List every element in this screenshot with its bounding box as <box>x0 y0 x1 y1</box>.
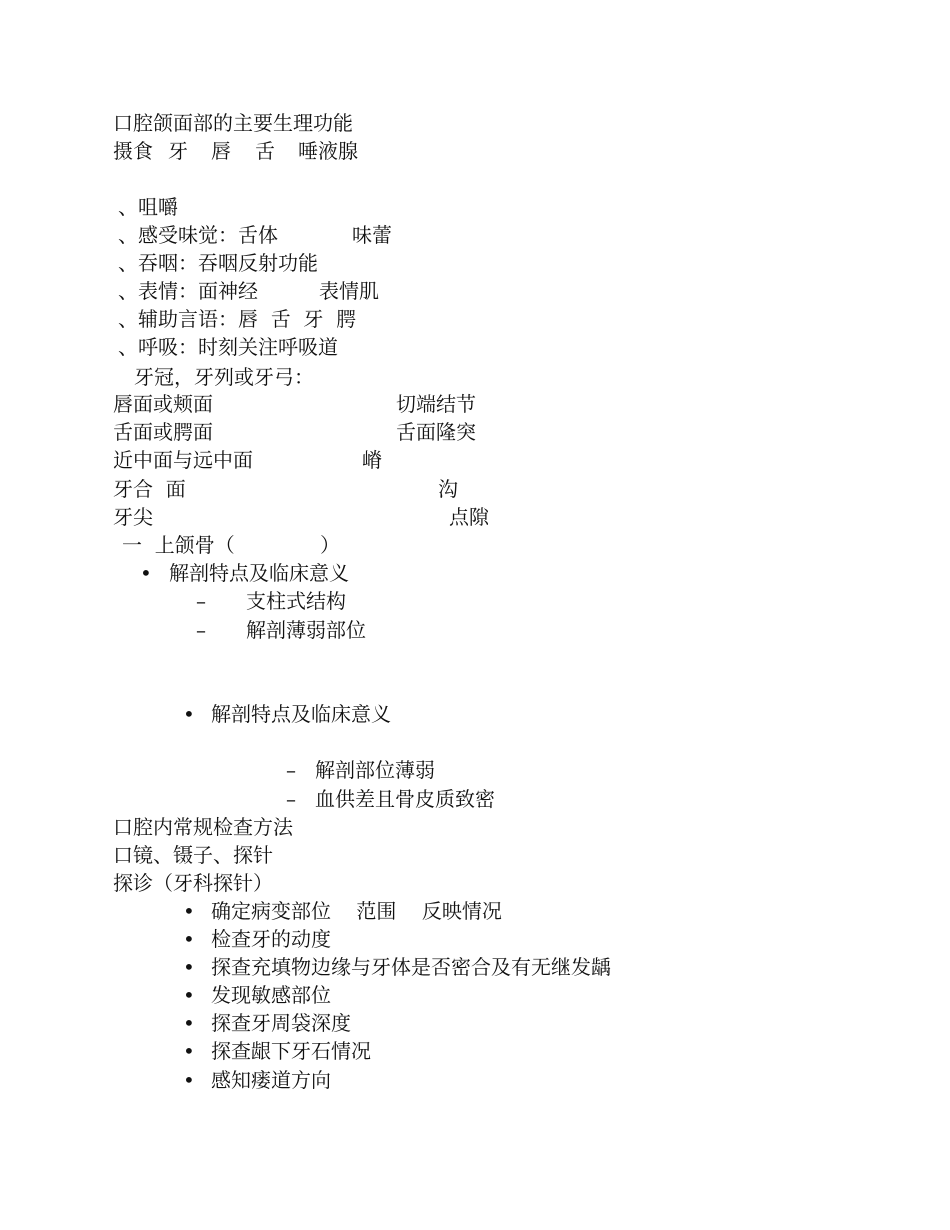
bullet-icon: • <box>140 561 152 585</box>
function-swallowing: 、吞咽：吞咽反射功能 <box>118 251 318 275</box>
bullet-icon: • <box>183 899 195 923</box>
exam-tools: 口镜、镊子、探针 <box>113 843 273 867</box>
intake-item-salivary-gland: 唾液腺 <box>298 139 358 163</box>
bullet-icon: • <box>183 927 195 951</box>
bullet-icon: • <box>183 1068 195 1092</box>
tooth-feature-pit: 点隙 <box>449 505 489 529</box>
mandible-sub-weak: 解剖部位薄弱 <box>315 758 435 782</box>
maxilla-title-close: ） <box>320 533 340 557</box>
probe-item: 探查牙周袋深度 <box>211 1011 351 1035</box>
maxilla-sub-weak: 解剖薄弱部位 <box>246 618 366 642</box>
mandible-bullet: 解剖特点及临床意义 <box>211 702 391 726</box>
tooth-surface-lingual: 舌面或腭面 <box>113 420 213 444</box>
intake-item-lips: 唇 <box>211 139 231 163</box>
function-taste: 、感受味觉：舌体 <box>118 223 278 247</box>
tooth-surface-proximal: 近中面与远中面 <box>113 448 253 472</box>
tooth-feature-incisal-tubercle: 切端结节 <box>396 392 476 416</box>
function-speech: 、辅助言语：唇 舌 牙 腭 <box>118 307 357 331</box>
probe-item: 检查牙的动度 <box>211 927 331 951</box>
exam-heading: 口腔内常规检查方法 <box>113 815 293 839</box>
heading-physiological-function: 口腔颌面部的主要生理功能 <box>113 111 353 135</box>
bullet-icon: • <box>183 1011 195 1035</box>
teeth-heading: 牙冠，牙列或牙弓： <box>134 365 314 389</box>
bullet-icon: • <box>183 702 195 726</box>
bullet-icon: • <box>183 955 195 979</box>
intake-item-tongue: 舌 <box>255 139 275 163</box>
maxilla-sub-pillar: 支柱式结构 <box>246 589 346 613</box>
maxilla-title: 一 上颌骨（ <box>122 533 235 557</box>
function-expression-extra: 表情肌 <box>319 279 379 303</box>
function-breathing: 、呼吸：时刻关注呼吸道 <box>118 335 338 359</box>
dash-icon: – <box>286 787 296 811</box>
tooth-feature-cusp: 牙尖 <box>113 505 153 529</box>
bullet-icon: • <box>183 1039 195 1063</box>
bullet-icon: • <box>183 983 195 1007</box>
probe-item: 探查龈下牙石情况 <box>211 1039 371 1063</box>
dash-icon: – <box>286 758 296 782</box>
dash-icon: – <box>196 618 206 642</box>
intake-label: 摄食 <box>113 139 153 163</box>
tooth-feature-cingulum: 舌面隆突 <box>396 420 476 444</box>
mandible-sub-blood: 血供差且骨皮质致密 <box>315 787 495 811</box>
probe-heading: 探诊（牙科探针） <box>113 871 273 895</box>
probe-item: 感知瘘道方向 <box>211 1068 331 1092</box>
probe-item: 发现敏感部位 <box>211 983 331 1007</box>
function-expression: 、表情：面神经 <box>118 279 258 303</box>
dash-icon: – <box>196 589 206 613</box>
tooth-feature-groove: 沟 <box>438 477 458 501</box>
probe-item: 确定病变部位 范围 反映情况 <box>211 899 502 923</box>
function-taste-extra: 味蕾 <box>352 223 392 247</box>
function-chewing: 、咀嚼 <box>118 195 178 219</box>
maxilla-bullet: 解剖特点及临床意义 <box>169 561 349 585</box>
tooth-feature-ridge: 嵴 <box>362 448 382 472</box>
intake-item-teeth: 牙 <box>168 139 188 163</box>
tooth-surface-occlusal: 牙合 面 <box>113 477 186 501</box>
probe-item: 探查充填物边缘与牙体是否密合及有无继发龋 <box>211 955 611 979</box>
tooth-surface-labial: 唇面或颊面 <box>113 392 213 416</box>
